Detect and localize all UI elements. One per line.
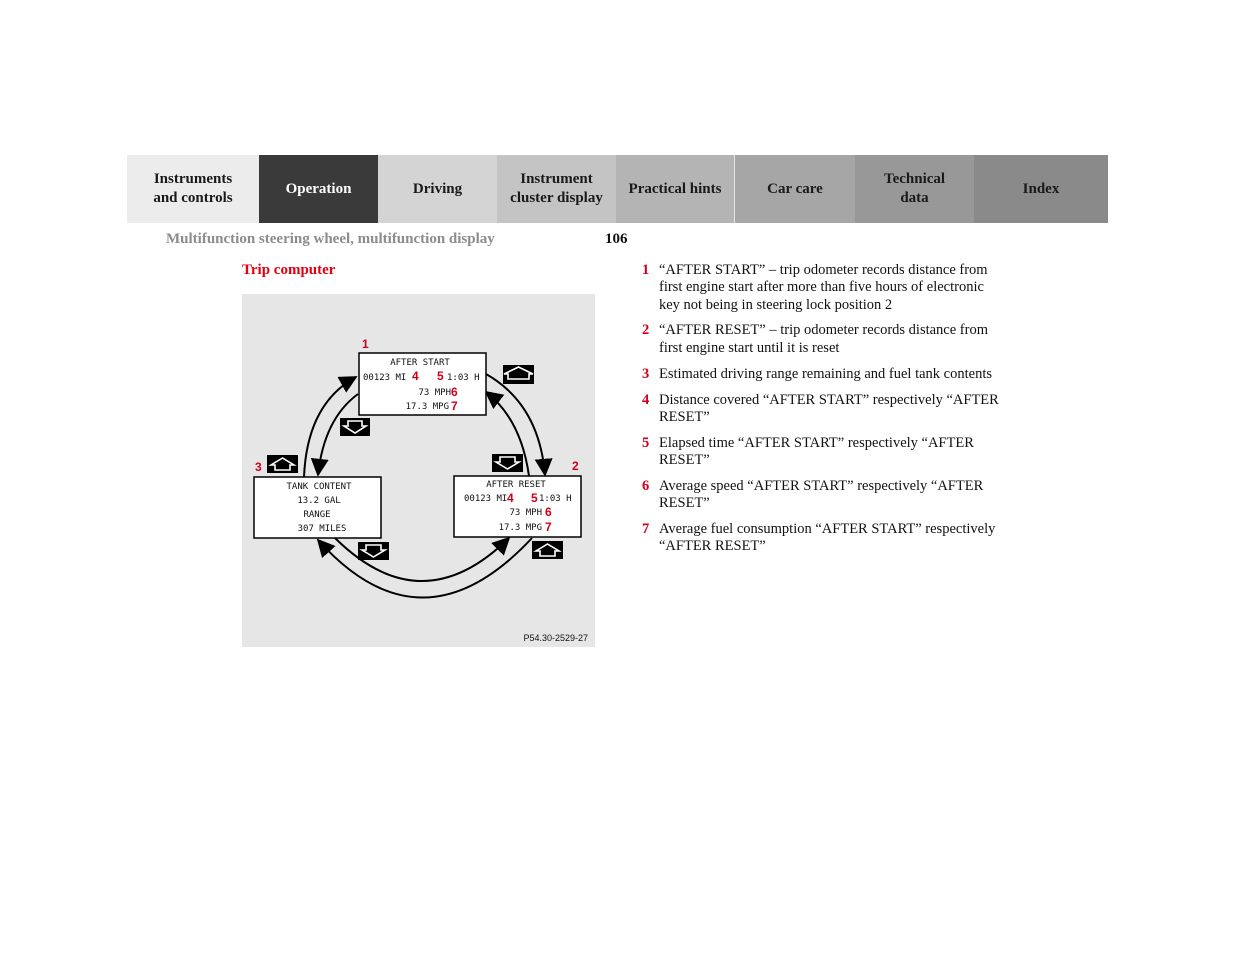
callout-5: 5 [531, 491, 538, 505]
callout-6: 6 [451, 385, 458, 399]
callout-7: 7 [545, 520, 552, 534]
legend-number: 3 [642, 365, 650, 382]
tab-label: data [900, 190, 929, 206]
list-item [642, 392, 1002, 427]
display-after-reset [454, 476, 581, 537]
figure-code: P54.30-2529-27 [523, 633, 588, 643]
display3-line3: RANGE [303, 510, 331, 520]
legend-number: 6 [642, 477, 650, 494]
legend-list [642, 262, 1002, 564]
tab-instrument-cluster-display[interactable] [497, 155, 616, 223]
marker-3: 3 [255, 460, 262, 474]
legend-number: 2 [642, 322, 650, 339]
callout-4: 4 [412, 369, 419, 383]
tab-label: Index [1022, 180, 1060, 197]
down-button-icon [492, 454, 523, 472]
tab-instruments-and-controls[interactable] [127, 155, 259, 223]
list-item [642, 262, 1002, 314]
legend-text: Average fuel consumption “AFTER START” respectively “AFTER RESET” [659, 521, 996, 555]
tab-label: Driving [412, 180, 463, 197]
callout-5: 5 [437, 369, 444, 383]
marker-1: 1 [362, 337, 369, 351]
tab-label: Technical [883, 171, 946, 187]
display1-distance: 00123 MI [363, 373, 407, 383]
tab-technical-data[interactable] [855, 155, 974, 223]
display2-consumption: 17.3 MPG [498, 523, 542, 533]
legend-number: 7 [642, 521, 650, 538]
tab-label: Operation [285, 180, 352, 197]
display2-distance: 00123 MI [464, 494, 508, 504]
tab-practical-hints[interactable] [616, 155, 735, 223]
display3-line4: 307 MILES [297, 524, 347, 534]
up-button-icon [267, 455, 298, 473]
list-item [642, 435, 1002, 470]
up-button-icon [503, 365, 534, 384]
display2-time: 1:03 H [539, 494, 572, 504]
display-tank-content [254, 477, 381, 538]
display2-title: AFTER RESET [486, 480, 546, 490]
up-button-icon [532, 541, 563, 559]
list-item [642, 322, 1002, 357]
display3-line2: 13.2 GAL [297, 496, 341, 506]
tab-label: Instrument [520, 171, 593, 187]
section-title: Multifunction steering wheel, multifunction display [166, 231, 495, 247]
tab-driving[interactable] [378, 155, 497, 223]
callout-7: 7 [451, 399, 458, 413]
page-number: 106 [605, 231, 628, 247]
section-nav [127, 155, 1108, 223]
display1-speed: 73 MPH [418, 388, 451, 398]
tab-label: Practical hints [628, 180, 722, 197]
tab-operation[interactable] [259, 155, 378, 223]
list-item [642, 521, 1002, 556]
tab-label: cluster display [510, 190, 603, 206]
legend-text: Elapsed time “AFTER START” respectively “AFTER RESET” [659, 434, 974, 469]
list-item [642, 478, 1002, 513]
legend-text: Estimated driving range remaining and fuel tank contents [659, 365, 992, 382]
page-heading: Trip computer [242, 262, 336, 278]
tab-index[interactable] [974, 155, 1108, 223]
display3-line1: TANK CONTENT [286, 482, 352, 492]
legend-number: 1 [642, 262, 650, 278]
display2-speed: 73 MPH [509, 508, 542, 518]
callout-4: 4 [507, 491, 514, 505]
callout-6: 6 [545, 505, 552, 519]
legend-text: Average speed “AFTER START” respectively “AFTER RESET” [659, 477, 984, 512]
tab-label: and controls [153, 190, 233, 206]
legend-text: Distance covered “AFTER START” respectively “AFTER RESET” [659, 391, 999, 425]
tab-label: Instruments [153, 171, 233, 187]
down-button-icon [340, 418, 370, 436]
trip-computer-diagram [242, 294, 595, 647]
legend-number: 4 [642, 391, 650, 408]
diagram-svg [242, 294, 595, 647]
legend-text: “AFTER RESET” – trip odometer records distance from first engine start until it is reset [659, 322, 988, 356]
display1-time: 1:03 H [447, 373, 480, 383]
legend-number: 5 [642, 434, 650, 451]
marker-2: 2 [572, 459, 579, 473]
display-after-start [359, 353, 486, 415]
legend-text: “AFTER START” – trip odometer records distance from first engine start after more than five hours of electronic key not being in steering lock position 2 [659, 262, 988, 313]
tab-label: Car care [767, 180, 823, 197]
display1-consumption: 17.3 MPG [405, 402, 449, 412]
display1-title: AFTER START [390, 358, 450, 368]
list-item [642, 366, 1002, 383]
tab-car-care[interactable] [735, 155, 855, 223]
down-button-icon [358, 542, 389, 560]
